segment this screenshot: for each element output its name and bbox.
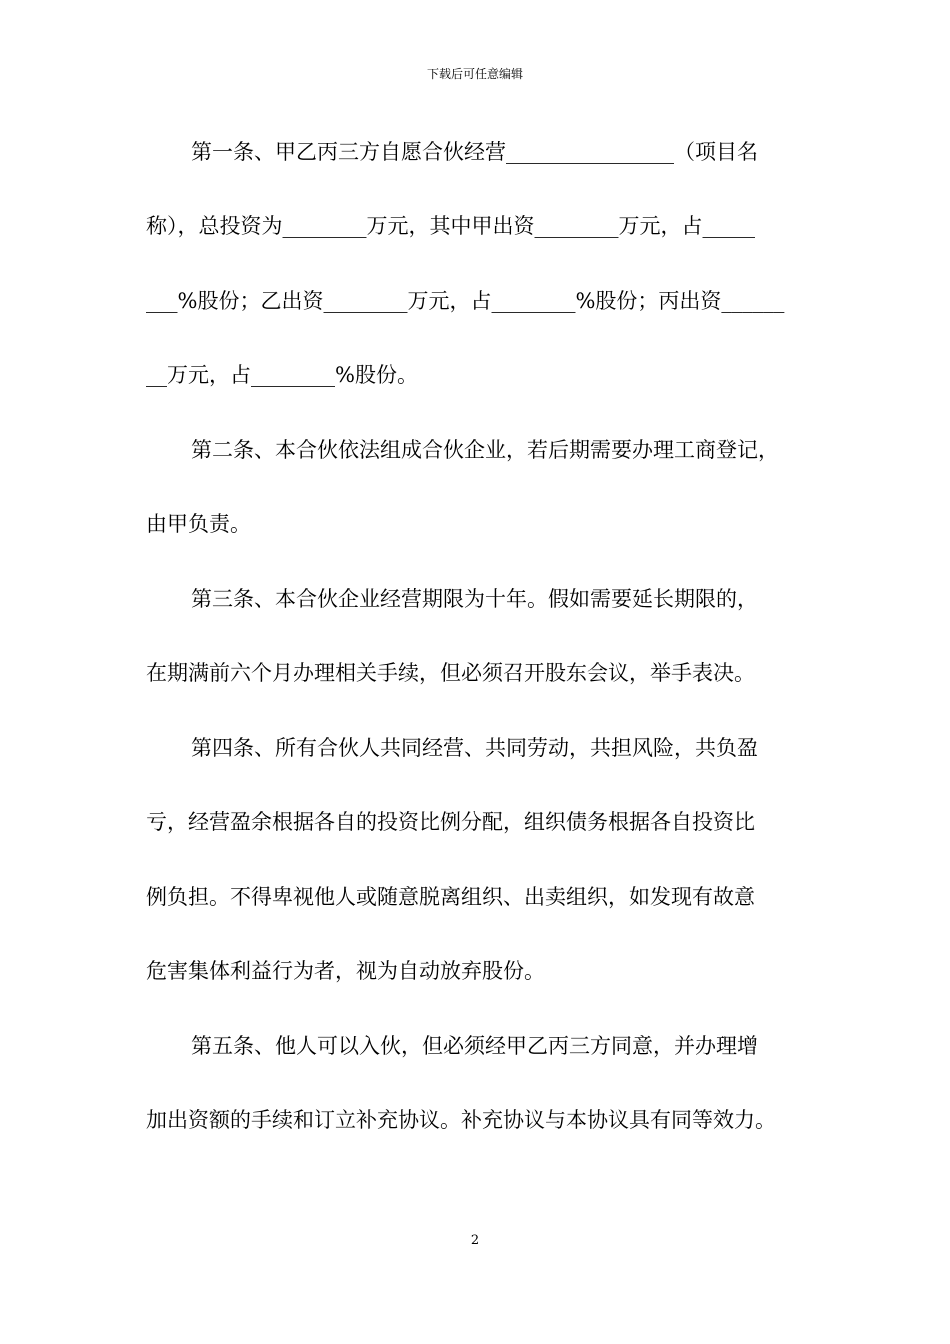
article-3-line-2: 在期满前六个月办理相关手续，但必须召开股东会议，举手表决。 (146, 661, 755, 685)
article-1-line-1: 第一条、甲乙丙三方自愿合伙经营________________（项目名 (191, 140, 758, 164)
article-4-line-4: 危害集体利益行为者，视为自动放弃股份。 (146, 959, 545, 983)
article-1-line-2: 称），总投资为________万元，其中甲出资________万元，占_____ (146, 214, 755, 238)
article-2-line-2: 由甲负责。 (146, 512, 251, 536)
article-4-line-2: 亏，经营盈余根据各自的投资比例分配，组织债务根据各自投资比 (146, 810, 755, 834)
article-3-line-1: 第三条、本合伙企业经营期限为十年。假如需要延长期限的， (191, 587, 758, 611)
article-1-line-4: __万元，占________%股份。 (146, 363, 418, 387)
article-4-line-3: 例负担。不得卑视他人或随意脱离组织、出卖组织，如发现有故意 (146, 885, 755, 909)
page-header-note: 下载后可任意编辑 (426, 67, 523, 81)
article-4-line-1: 第四条、所有合伙人共同经营、共同劳动，共担风险，共负盈 (191, 736, 758, 760)
page-number: 2 (470, 1233, 480, 1248)
article-5-line-1: 第五条、他人可以入伙，但必须经甲乙丙三方同意，并办理增 (191, 1034, 758, 1058)
article-2-line-1: 第二条、本合伙依法组成合伙企业，若后期需要办理工商登记， (191, 438, 779, 462)
article-1-line-3: ___%股份；乙出资________万元，占________%股份；丙出资______ (146, 289, 785, 313)
article-5-line-2: 加出资额的手续和订立补充协议。补充协议与本协议具有同等效力。 (146, 1108, 776, 1132)
